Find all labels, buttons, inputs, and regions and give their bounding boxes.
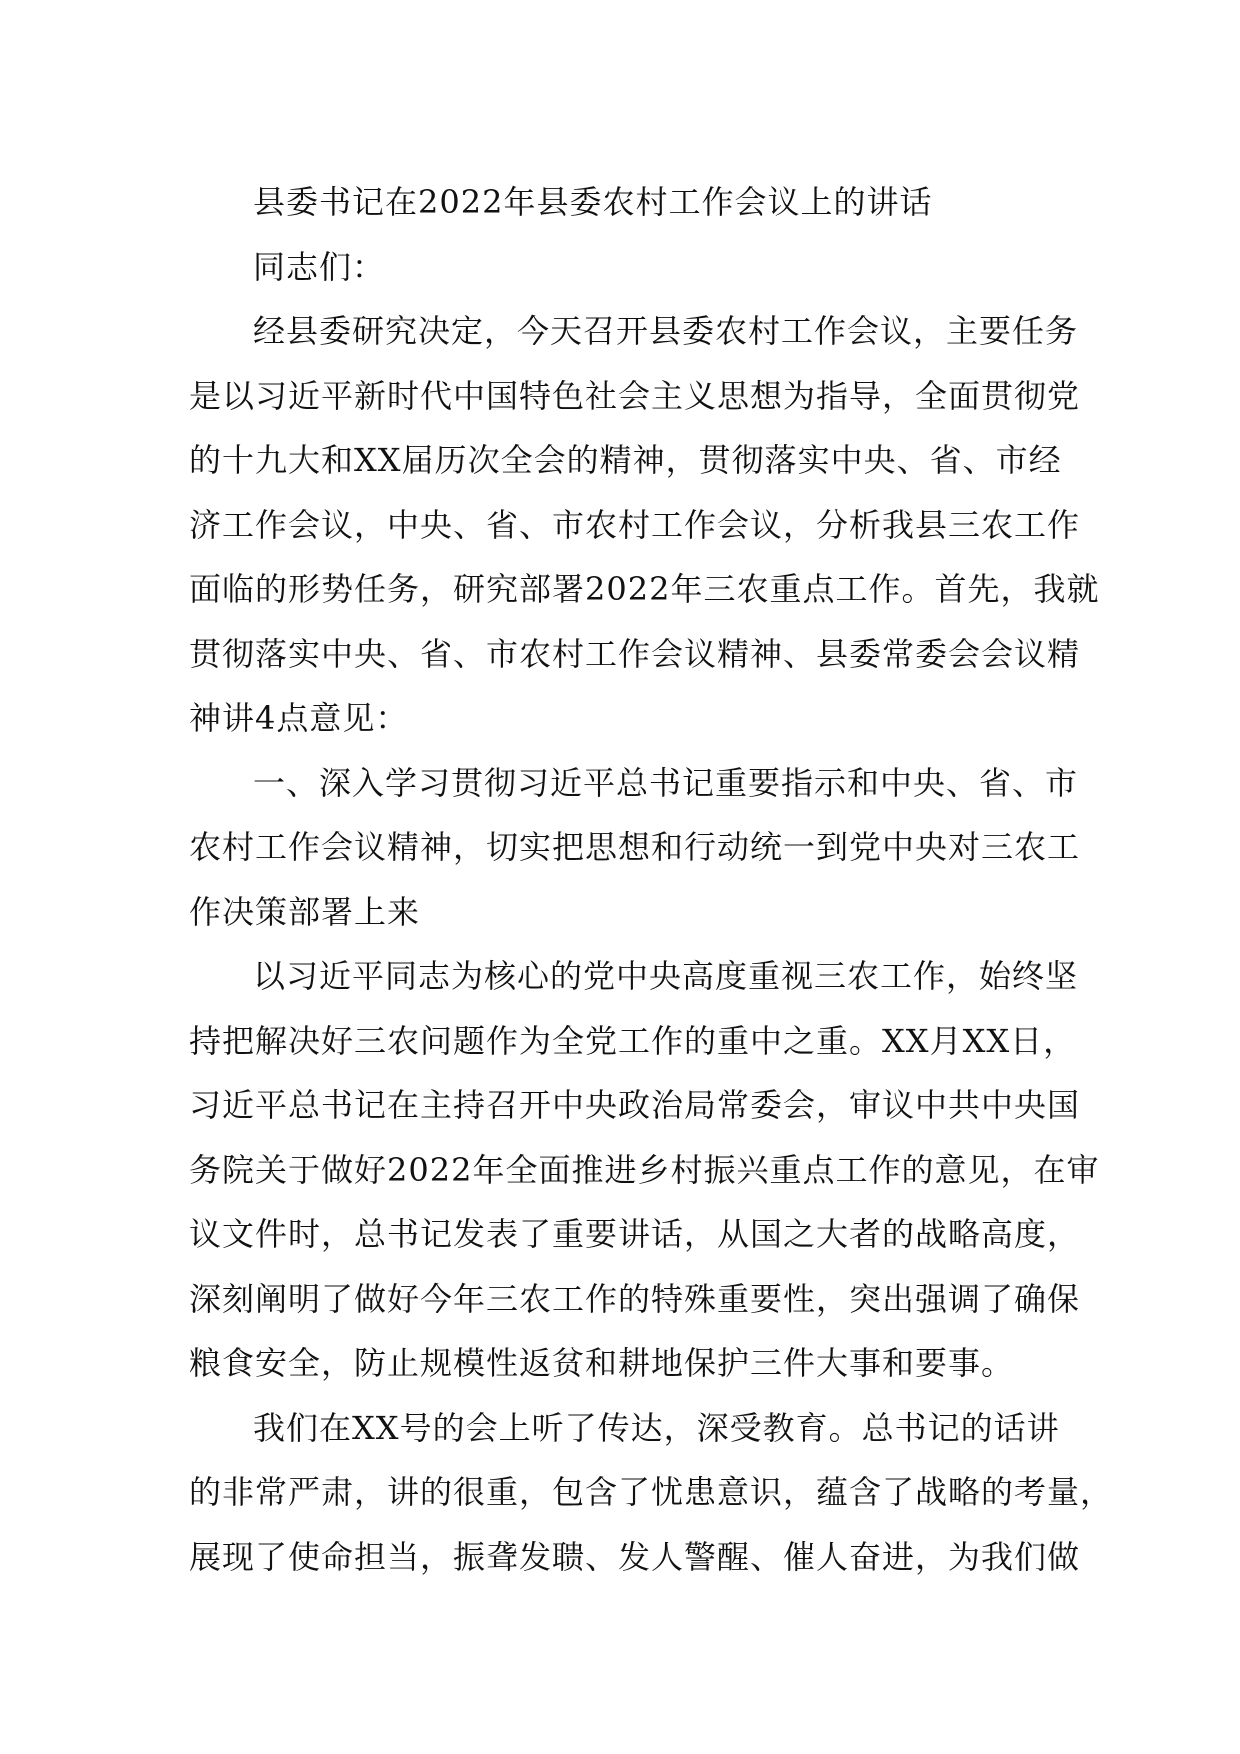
section-heading-1 [189, 751, 1081, 945]
paragraph-line: 的十九大和XX届历次全会的精神，贯彻落实中央、省、市经 [189, 441, 1062, 479]
paragraph-line: 面临的形势任务，研究部署2022年三农重点工作。首先，我就 [189, 570, 1100, 608]
paragraph-3 [189, 1396, 1114, 1590]
paragraph-line: 贯彻落实中央、省、市农村工作会议精神、县委常委会会议精 [189, 634, 1081, 673]
document-title: 县委书记在2022年县委农村工作会议上的讲话 [253, 183, 933, 221]
document-body [189, 170, 1114, 1589]
paragraph-line: 我们在XX号的会上听了传达，深受教育。总书记的话讲 [253, 1408, 1060, 1447]
paragraph-line: 济工作会议，中央、省、市农村工作会议，分析我县三农工作 [189, 505, 1081, 544]
paragraph-line: 以习近平同志为核心的党中央高度重视三农工作，始终坚 [253, 957, 1079, 995]
greeting: 同志们： [253, 247, 386, 286]
paragraph-line: 的非常严肃，讲的很重，包含了忧患意识，蕴含了战略的考量， [189, 1473, 1114, 1511]
heading-line: 农村工作会议精神，切实把思想和行动统一到党中央对三农工 [189, 828, 1081, 866]
paragraph-2 [189, 944, 1100, 1396]
paragraph-line: 是以习近平新时代中国特色社会主义思想为指导，全面贯彻党 [189, 376, 1081, 415]
paragraph-line: 习近平总书记在主持召开中央政治局常委会，审议中共中央国 [189, 1086, 1081, 1124]
paragraph-line: 经县委研究决定，今天召开县委农村工作会议，主要任务 [253, 312, 1079, 350]
paragraph-line: 持把解决好三农问题作为全党工作的重中之重。XX月XX日， [189, 1021, 1077, 1060]
paragraph-line: 务院关于做好2022年全面推进乡村振兴重点工作的意见，在审 [189, 1150, 1100, 1189]
paragraph-1 [189, 299, 1100, 751]
paragraph-line: 展现了使命担当，振聋发聩、发人警醒、催人奋进，为我们做 [189, 1537, 1081, 1576]
paragraph-line: 神讲4点意见： [189, 699, 409, 737]
paragraph-line: 议文件时，总书记发表了重要讲话，从国之大者的战略高度， [189, 1215, 1081, 1253]
paragraph-line: 粮食安全，防止规模性返贫和耕地保护三件大事和要事。 [189, 1344, 1015, 1382]
paragraph-line: 深刻阐明了做好今年三农工作的特殊重要性，突出强调了确保 [189, 1279, 1081, 1318]
heading-line: 作决策部署上来 [189, 892, 421, 931]
heading-line: 一、深入学习贯彻习近平总书记重要指示和中央、省、市 [253, 763, 1079, 802]
